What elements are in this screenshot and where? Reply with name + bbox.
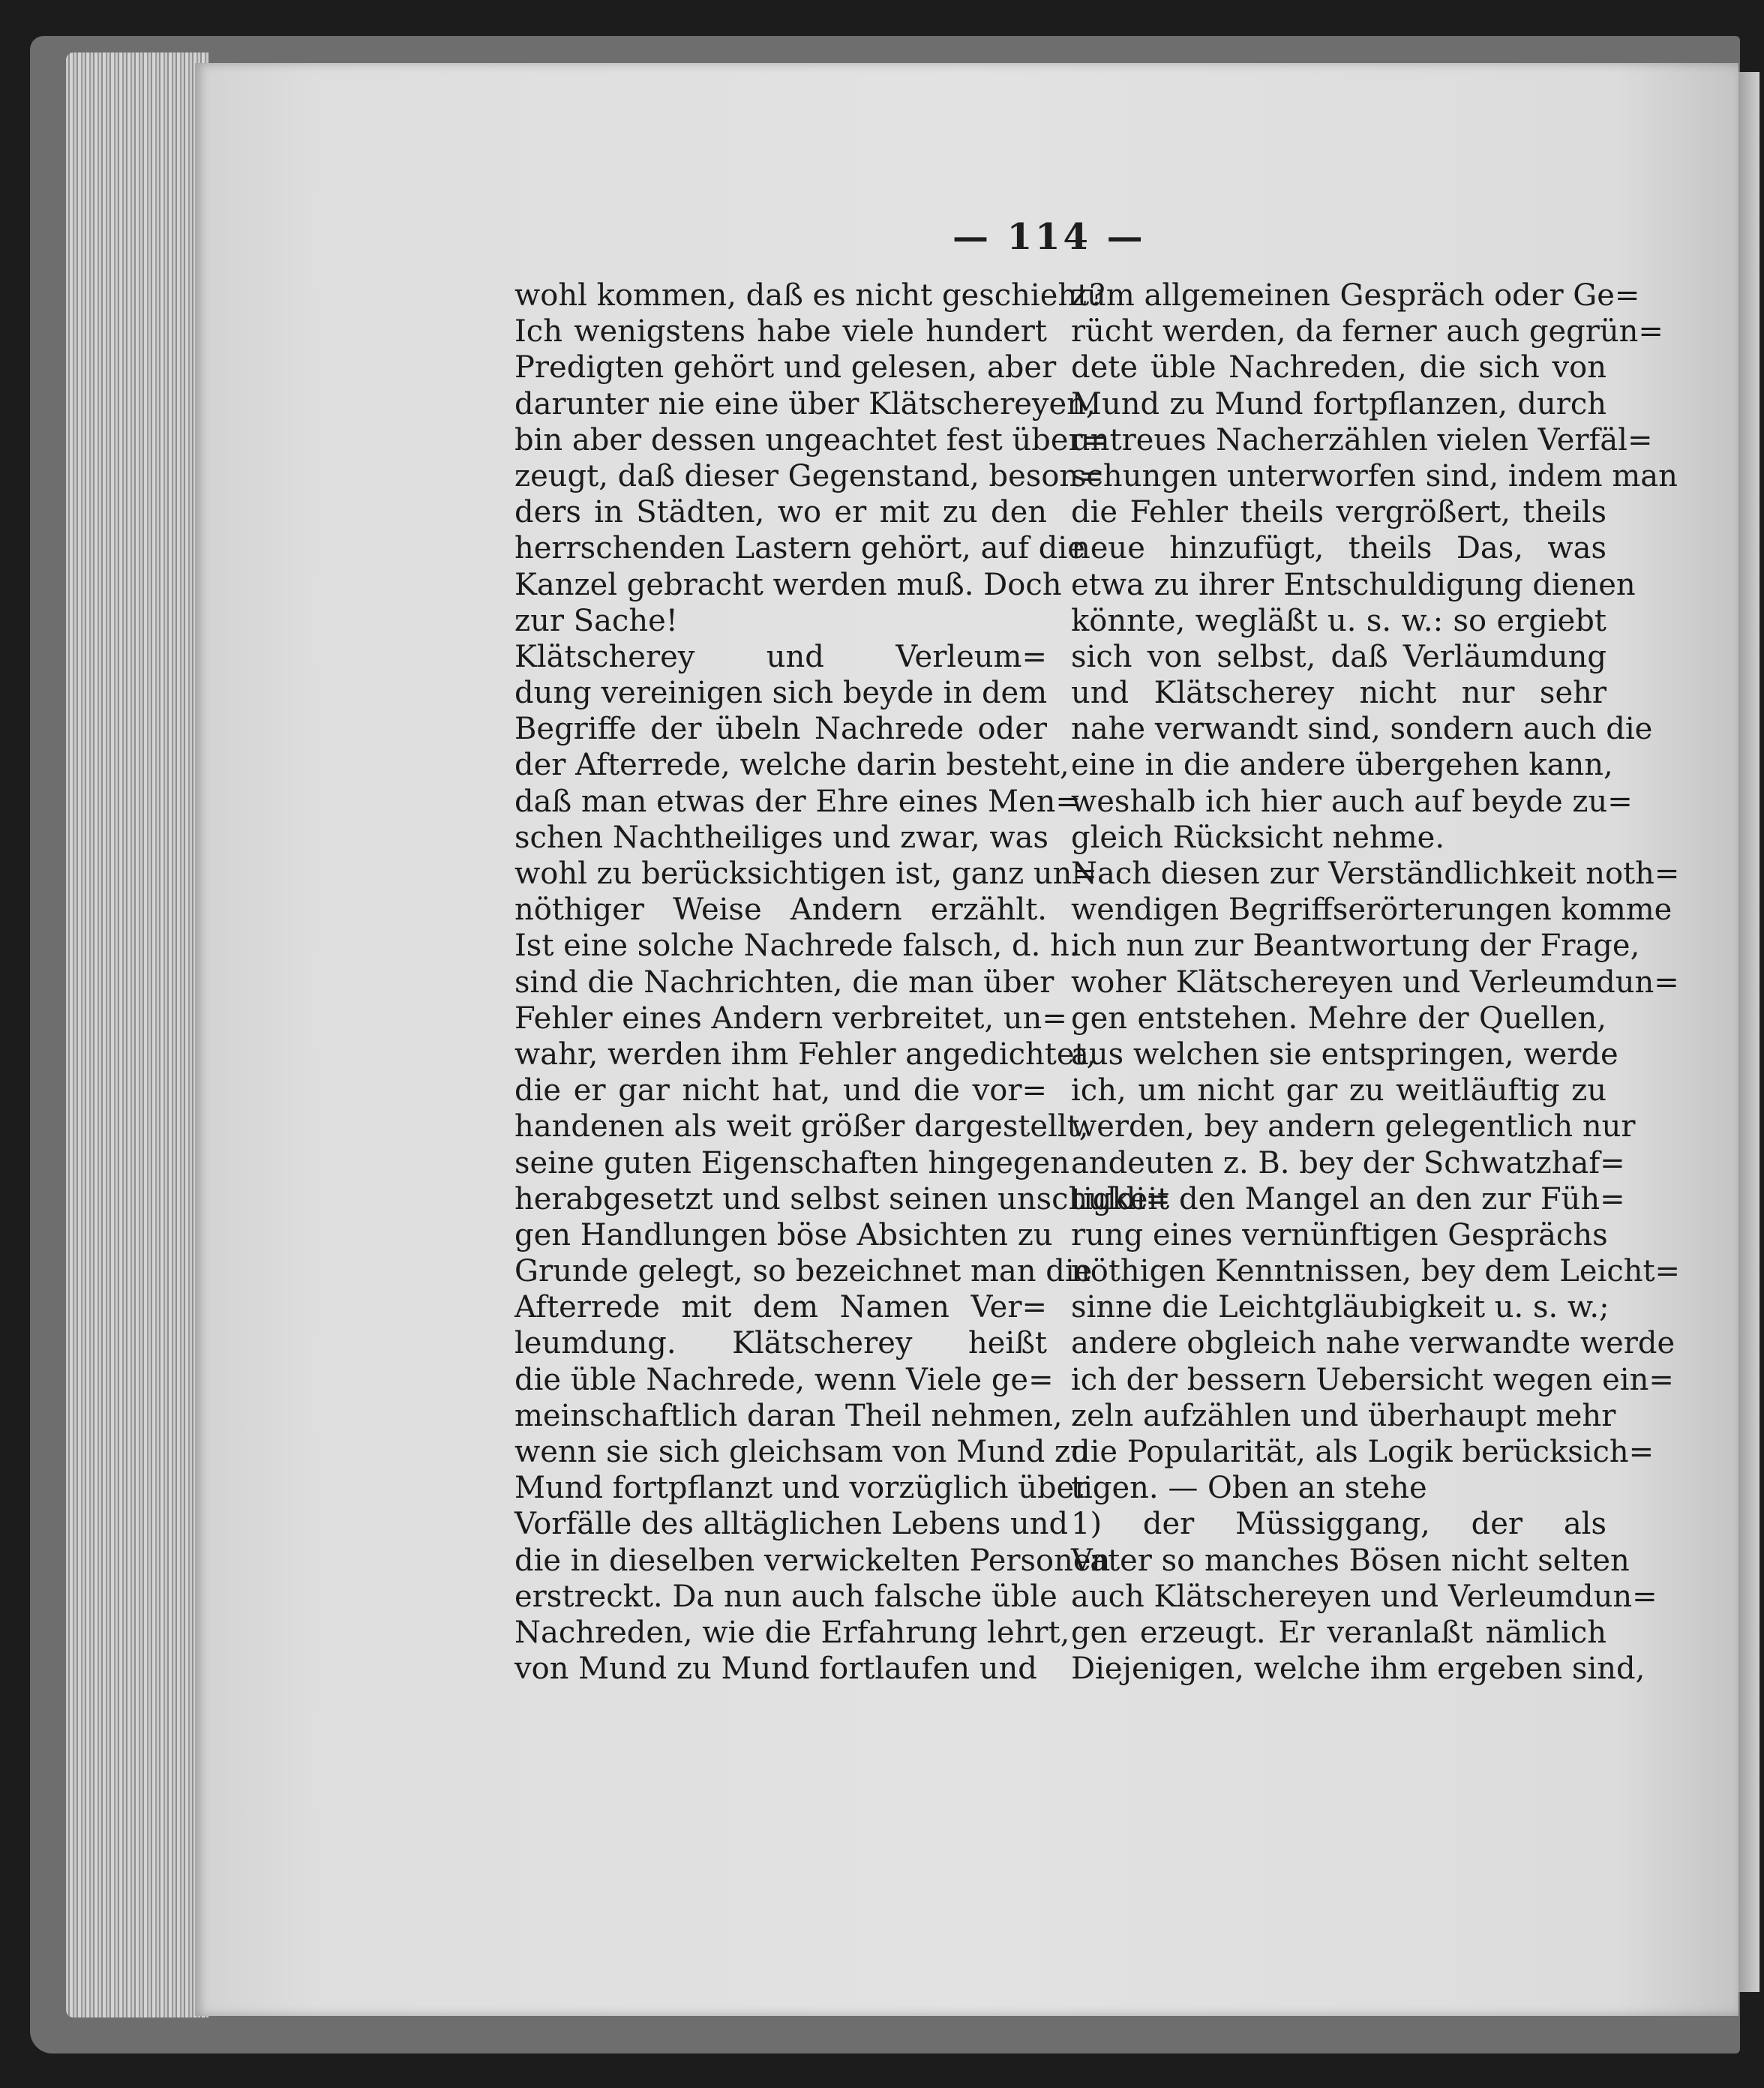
text-line: Vater so manches Bösen nicht selten [1071, 1543, 1630, 1578]
text-line: Klätscherey und Verleum= [514, 639, 1047, 674]
text-line: andere obgleich nahe verwandte werde [1071, 1326, 1676, 1361]
text-line: ich, um nicht gar zu weitläuftig zu [1071, 1073, 1606, 1108]
text-line: untreues Nacherzählen vielen Verfäl= [1071, 422, 1653, 458]
next-page-edge [1737, 72, 1760, 1992]
text-line: die in dieselben verwickelten Personen [514, 1543, 1111, 1578]
text-line: neue hinzufügt, theils Das, was [1071, 531, 1606, 566]
text-line: schen Nachtheiliges und zwar, was [514, 820, 1049, 855]
text-line: und Klätscherey nicht nur sehr [1071, 676, 1606, 711]
text-line: eine in die andere übergehen kann, [1071, 748, 1613, 783]
text-line: herrschenden Lastern gehört, auf die [514, 531, 1085, 566]
text-line: schungen unterworfen sind, indem man [1071, 458, 1678, 494]
text-line: gen Handlungen böse Absichten zu [514, 1217, 1053, 1252]
text-line: gleich Rücksicht nehme. [1071, 820, 1445, 855]
text-line: Vorfälle des alltäglichen Lebens und [514, 1507, 1069, 1542]
text-line: Predigten gehört und gelesen, aber [514, 350, 1057, 386]
text-line: wendigen Begriffserörterungen komme [1071, 892, 1672, 928]
text-line: bin aber dessen ungeachtet fest über= [514, 422, 1108, 458]
text-line: gen erzeugt. Er veranlaßt nämlich [1071, 1615, 1606, 1650]
text-line: wahr, werden ihm Fehler angedichtet, [514, 1036, 1096, 1072]
text-line: tigen. — Oben an stehe [1071, 1471, 1427, 1506]
text-line: sind die Nachrichten, die man über [514, 964, 1054, 1000]
left-text-column [514, 278, 1171, 1687]
text-line: woher Klätschereyen und Verleumdun= [1071, 964, 1679, 1000]
text-line: aus welchen sie entspringen, werde [1071, 1036, 1618, 1072]
text-line: sinne die Leichtgläubigkeit u. s. w.; [1071, 1290, 1610, 1325]
text-line: zeugt, daß dieser Gegenstand, beson= [514, 458, 1104, 494]
text-line: Diejenigen, welche ihm ergeben sind, [1071, 1652, 1646, 1687]
text-line: die er gar nicht hat, und die vor= [514, 1073, 1047, 1108]
text-line: Mund zu Mund fortpflanzen, durch [1071, 386, 1606, 422]
text-line: leumdung. Klätscherey heißt [514, 1326, 1047, 1361]
text-line: erstreckt. Da nun auch falsche üble [514, 1579, 1058, 1614]
text-line: die Popularität, als Logik berücksich= [1071, 1435, 1654, 1469]
text-line: zur Sache! [514, 603, 678, 638]
text-line: ich nun zur Beantwortung der Frage, [1071, 928, 1640, 964]
text-line: Grunde gelegt, so bezeichnet man die [514, 1254, 1093, 1289]
text-line: nahe verwandt sind, sondern auch die [1071, 712, 1653, 747]
text-line: dete üble Nachreden, die sich von [1071, 350, 1606, 386]
text-line: Begriffe der übeln Nachrede oder [514, 712, 1047, 747]
text-line: weshalb ich hier auch auf beyde zu= [1071, 784, 1633, 819]
text-line: ich der bessern Uebersicht wegen ein= [1071, 1362, 1674, 1397]
page-edges-stack [66, 52, 208, 2018]
text-line: handenen als weit größer dargestellt, [514, 1109, 1089, 1144]
text-line: sich von selbst, daß Verläumdung [1071, 639, 1606, 674]
text-line: seine guten Eigenschaften hingegen [514, 1145, 1070, 1180]
text-line: könnte, wegläßt u. s. w.: so ergiebt [1071, 603, 1606, 638]
text-line: gen entstehen. Mehre der Quellen, [1071, 1000, 1606, 1036]
text-line: auch Klätschereyen und Verleumdun= [1071, 1579, 1658, 1614]
text-line: Fehler eines Andern verbreitet, un= [514, 1000, 1067, 1036]
text-line: der Afterrede, welche darin besteht, [514, 748, 1070, 783]
text-line: Kanzel gebracht werden muß. Doch [514, 567, 1062, 602]
text-line: herabgesetzt und selbst seinen unschuldi= [514, 1181, 1171, 1216]
text-line: Afterrede mit dem Namen Ver= [514, 1290, 1047, 1325]
page-number: — 114 — [952, 216, 1146, 258]
text-line: tigkeit den Mangel an den zur Füh= [1071, 1181, 1625, 1216]
text-line: nöthigen Kenntnissen, bey dem Leicht= [1071, 1254, 1681, 1289]
text-line: zum allgemeinen Gespräch oder Ge= [1071, 278, 1640, 313]
text-line: die Fehler theils vergrößert, theils [1071, 495, 1606, 530]
text-line: dung vereinigen sich beyde in dem [514, 676, 1048, 711]
text-line: meinschaftlich daran Theil nehmen, [514, 1398, 1063, 1433]
text-line: wohl kommen, daß es nicht geschieht? [514, 278, 1106, 313]
text-line: darunter nie eine über Klätschereyen, [514, 386, 1096, 422]
text-line: Nach diesen zur Verständlichkeit noth= [1071, 856, 1680, 891]
text-line: Nachreden, wie die Erfahrung lehrt, [514, 1615, 1070, 1650]
text-line: zeln aufzählen und überhaupt mehr [1071, 1398, 1616, 1433]
text-line: andeuten z. B. bey der Schwatzhaf= [1071, 1145, 1625, 1180]
text-line: rücht werden, da ferner auch gegrün= [1071, 314, 1664, 350]
text-line: etwa zu ihrer Entschuldigung dienen [1071, 567, 1636, 602]
text-line: von Mund zu Mund fortlaufen und [514, 1652, 1037, 1687]
text-line: rung eines vernünftigen Gesprächs [1071, 1217, 1608, 1252]
text-line: die üble Nachrede, wenn Viele ge= [514, 1362, 1054, 1397]
text-line: wohl zu berücksichtigen ist, ganz un= [514, 856, 1097, 891]
text-line: Mund fortpflanzt und vorzüglich über [514, 1471, 1089, 1506]
right-text-column [1071, 278, 1681, 1687]
text-line: Ist eine solche Nachrede falsch, d. h. [514, 928, 1079, 964]
text-line: Ich wenigstens habe viele hundert [514, 314, 1047, 350]
text-line: werden, bey andern gelegentlich nur [1071, 1109, 1636, 1144]
text-line: ders in Städten, wo er mit zu den [514, 495, 1047, 530]
text-line: wenn sie sich gleichsam von Mund zu [514, 1435, 1090, 1469]
text-line: daß man etwas der Ehre eines Men= [514, 784, 1081, 819]
text-line: nöthiger Weise Andern erzählt. [514, 892, 1047, 928]
text-line: 1) der Müssiggang, der als [1071, 1507, 1606, 1542]
